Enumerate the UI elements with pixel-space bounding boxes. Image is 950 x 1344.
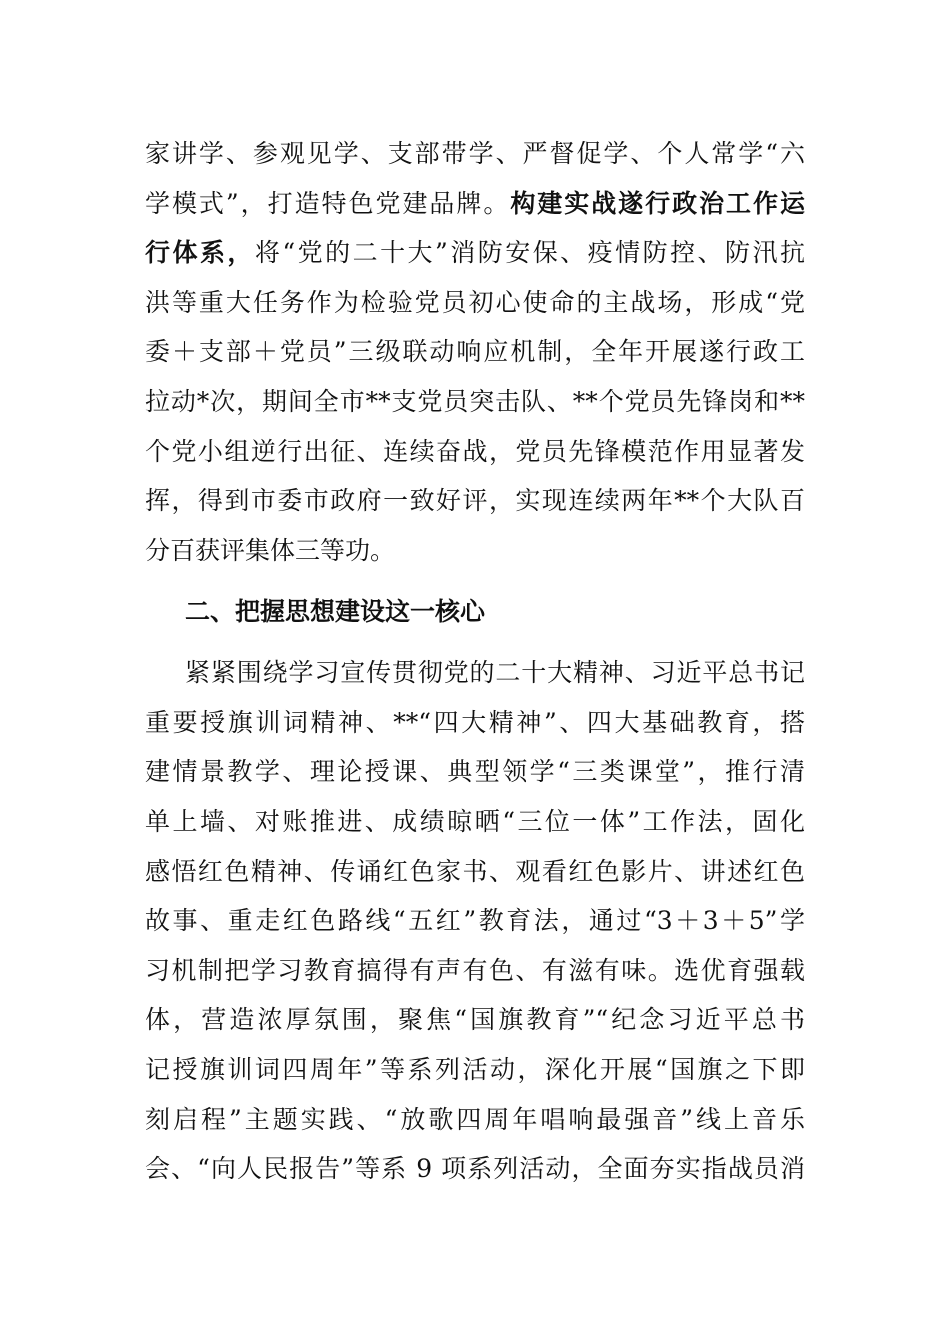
body-line: 个党小组逆行出征、连续奋战，党员先锋模范作用显著发 <box>145 437 805 466</box>
body-text: 将“党的二十大”消防安保、疫情防控、防汛抗 <box>254 238 805 267</box>
body-text: 学模式”，打造特色党建品牌。 <box>145 189 511 218</box>
body-line: 分百获评集体三等功。 <box>145 536 396 565</box>
body-line: 挥，得到市委市政府一致好评，实现连续两年**个大队百 <box>145 486 805 515</box>
body-line-mixed <box>145 184 805 224</box>
body-line: 拉动*次，期间全市**支党员突击队、**个党员先锋岗和** <box>145 387 805 416</box>
body-line-indented: 紧紧围绕学习宣传贯彻党的二十大精神、习近平总书记 <box>185 658 805 687</box>
body-line: 会、“向人民报告”等系 9 项系列活动，全面夯实指战员消 <box>145 1154 805 1183</box>
body-line-mixed <box>145 233 805 273</box>
bold-lead-phrase: 行体系， <box>145 238 255 267</box>
body-line: 感悟红色精神、传诵红色家书、观看红色影片、讲述红色 <box>145 857 805 886</box>
body-line: 重要授旗训词精神、**“四大精神”、四大基础教育，搭 <box>145 708 805 737</box>
bold-lead-phrase: 构建实战遂行政治工作运 <box>510 189 805 218</box>
body-line: 体，营造浓厚氛围，聚焦“国旗教育”“纪念习近平总书 <box>145 1005 805 1034</box>
body-line: 记授旗训词四周年”等系列活动，深化开展“国旗之下即 <box>145 1055 805 1084</box>
body-line: 委＋支部＋党员”三级联动响应机制，全年开展遂行政工 <box>145 337 805 366</box>
body-line: 单上墙、对账推进、成绩晾晒“三位一体”工作法，固化 <box>145 807 805 836</box>
body-line: 家讲学、参观见学、支部带学、严督促学、个人常学“六 <box>145 139 805 168</box>
body-line: 习机制把学习教育搞得有声有色、有滋有味。选优育强载 <box>145 956 805 985</box>
section-heading: 二、把握思想建设这一核心 <box>185 597 486 626</box>
body-line: 洪等重大任务作为检验党员初心使命的主战场，形成“党 <box>145 288 805 317</box>
body-line: 建情景教学、理论授课、典型领学“三类课堂”，推行清 <box>145 757 805 786</box>
body-line: 故事、重走红色路线“五红”教育法，通过“3＋3＋5”学 <box>145 906 805 935</box>
body-line: 刻启程”主题实践、“放歌四周年唱响最强音”线上音乐 <box>145 1105 805 1134</box>
